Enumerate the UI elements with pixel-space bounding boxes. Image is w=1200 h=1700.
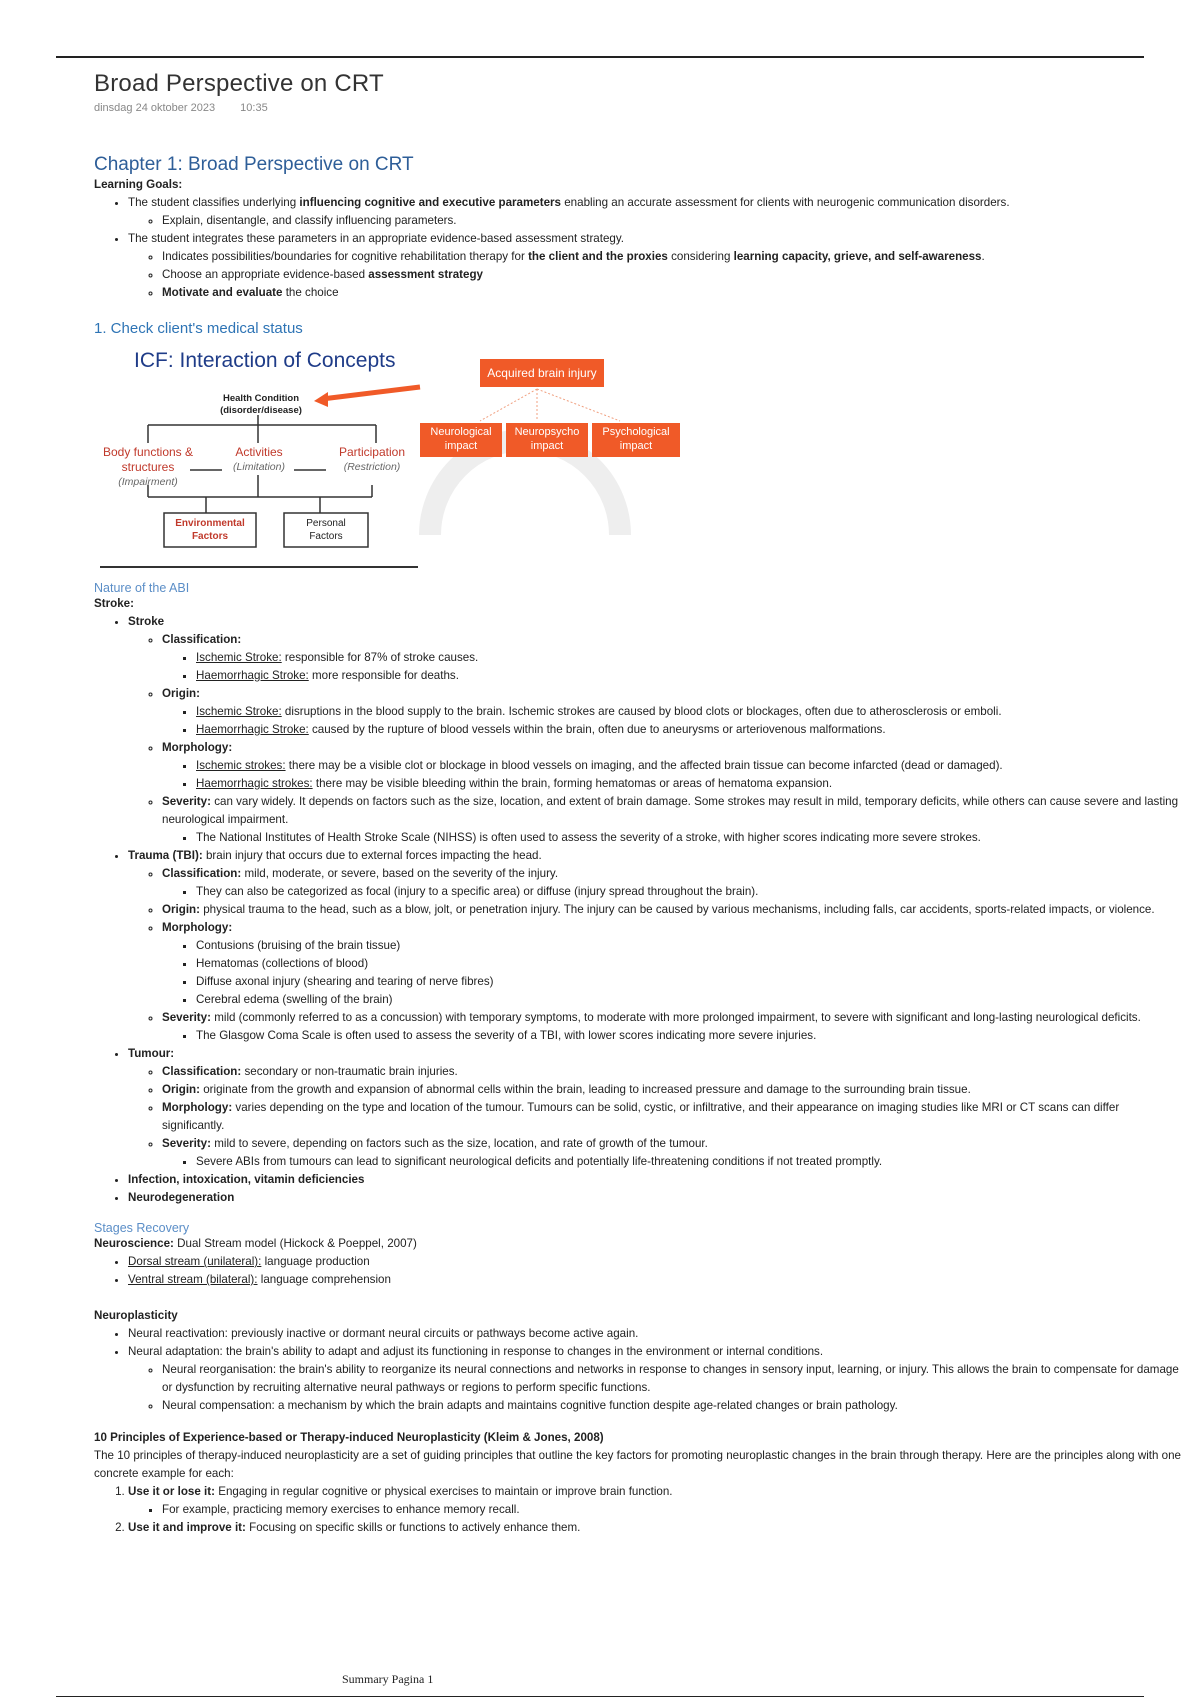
page-meta (94, 102, 1184, 114)
list-item: ◦ Classification: mild, moderate, or severe, based on the severity of the injury. ▪ They can also be categorized as focal (injury to a specific area) or diffuse (injury spread throughout the brain). (162, 865, 1184, 901)
neurological-impact-box: Neurological impact (420, 423, 502, 457)
top-rule (56, 56, 1144, 58)
stroke-label: Stroke: (94, 597, 134, 610)
psychological-impact-box: Psychological impact (592, 423, 680, 457)
list-item: • The student integrates these parameters in an appropriate evidence-based assessment strategy. ◦ Indicates possibilities/boundaries for cognitive rehabilitation therapy for the client and the proxies considering learning capacity, grieve, and self-awareness. ◦ Choose an appropriate evidence-based assessment strategy ◦ Motivate and evaluate the choice (128, 230, 1184, 302)
principles-list (94, 1483, 1184, 1537)
stages-title: Stages Recovery (94, 1221, 190, 1235)
participation: Participation (Restriction) (338, 445, 406, 473)
list-item: ▪ Ischemic Stroke: disruptions in the blood supply to the brain. Ischemic strokes are caused by blood clots or blockages, often due to atherosclerosis or emboli. (196, 703, 1184, 721)
list-item: 1. Use it or lose it: Engaging in regular cognitive or physical exercises to maintain or improve brain function. ▪ For example, practicing memory exercises to enhance memory recall. (128, 1483, 1184, 1519)
personal-factors: Personal Factors (306, 518, 346, 542)
bottom-rule (56, 1696, 1144, 1697)
list-item: ◦ Severity: mild to severe, depending on factors such as the size, location, and rate of growth of the tumour. ▪ Severe ABIs from tumours can lead to significant neurological deficits and potentially life-threatening conditions if not treated promptly. (162, 1135, 1184, 1171)
abi-box: Acquired brain injury (480, 359, 604, 387)
neuroscience-line: Neuroscience: Dual Stream model (Hickock & Poeppel, 2007) (94, 1237, 417, 1250)
page-date: dinsdag 24 oktober 2023 (94, 102, 216, 114)
list-item: ◦ Indicates possibilities/boundaries for cognitive rehabilitation therapy for the client and the proxies considering learning capacity, grieve, and self-awareness. (162, 248, 1184, 266)
list-item: ◦ Severity: can vary widely. It depends on factors such as the size, location, and extent of brain damage. Some strokes may result in mild, temporary deficits, while others can cause severe and lasting neurological impairment. ▪ The National Institutes of Health Stroke Scale (NIHSS) is often used to assess the severity of a stroke, with higher scores indicating more severe strokes. (162, 793, 1184, 847)
list-item: ◦ Choose an appropriate evidence-based assessment strategy (162, 266, 1184, 284)
list-item: ▪ For example, practicing memory exercises to enhance memory recall. (162, 1501, 1184, 1519)
list-item: • Infection, intoxication, vitamin deficiencies (128, 1171, 1184, 1189)
list-item: • Ventral stream (bilateral): language comprehension (128, 1271, 1184, 1289)
page-footer: Summary Pagina 1 (342, 1672, 434, 1686)
page-title: Broad Perspective on CRT (94, 70, 384, 97)
list-item: ▪ The National Institutes of Health Stroke Scale (NIHSS) is often used to assess the severity of a stroke, with higher scores indicating more severe strokes. (196, 829, 1184, 847)
environmental-factors: Environmental Factors (175, 518, 245, 542)
list-item: • Dorsal stream (unilateral): language production (128, 1253, 1184, 1271)
principles-intro: The 10 principles of therapy-induced neuroplasticity are a set of guiding principles that outline the key factors for promoting neuroplastic changes in the brain through therapy. Here are the principles along with one concrete example for each: (94, 1449, 1182, 1480)
nature-title: Nature of the ABI (94, 581, 190, 595)
list-item: ◦ Origin: originate from the growth and expansion of abnormal cells within the brain, leading to increased pressure and damage to the surrounding brain tissue. (162, 1081, 1184, 1099)
list-item: ▪ Contusions (bruising of the brain tissue) (196, 937, 1184, 955)
list-item: ◦ Explain, disentangle, and classify influencing parameters. (162, 212, 1184, 230)
neuroplasticity-list (94, 1325, 1184, 1415)
list-item: 2. Use it and improve it: Focusing on specific skills or functions to actively enhance them. (128, 1519, 1184, 1537)
list-item: ▪ Ischemic Stroke: responsible for 87% of stroke causes. (196, 649, 1184, 667)
body-functions: Body functions & structures (Impairment) (102, 445, 194, 488)
page-content (94, 70, 1184, 1537)
list-item: ▪ Haemorrhagic Stroke: caused by the rupture of blood vessels within the brain, often due to aneurysms or arteriovenous malformations. (196, 721, 1184, 739)
list-item: • Tumour: ◦ Classification: secondary or non-traumatic brain injuries. ◦ Origin: originate from the growth and expansion of abnormal cells within the brain, leading to increased pressure and damage to the surrounding brain tissue. ◦ Morphology: varies depending on the type and location of the tumour. Tumours can be solid, cystic, or infiltrative, and their appearance on imaging studies like MRI or CT scans can differ significantly. ◦ Severity: mild to severe, depending on factors such as the size, location, and rate of growth of the tumour. ▪ Severe ABIs from tumours can lead to significant neurological deficits and potentially life-threatening conditions if not treated promptly. (128, 1045, 1184, 1171)
list-item: ▪ Ischemic strokes: there may be a visible clot or blockage in blood vessels on imaging, and the affected brain tissue can become infarcted (dead or damaged). (196, 757, 1184, 775)
list-item: • Neurodegeneration (128, 1189, 1184, 1207)
list-item: ◦ Classification: secondary or non-traumatic brain injuries. (162, 1063, 1184, 1081)
neuroplasticity-title: Neuroplasticity (94, 1309, 178, 1322)
list-item: ◦ Neural compensation: a mechanism by which the brain adapts and maintains cognitive function despite age-related changes or brain pathology. (162, 1397, 1184, 1415)
list-item: ◦ Motivate and evaluate the choice (162, 284, 1184, 302)
learning-goals-label: Learning Goals: (94, 178, 183, 191)
list-item: ◦ Origin: ▪ Ischemic Stroke: disruptions in the blood supply to the brain. Ischemic strokes are caused by blood clots or blockages, often due to atherosclerosis or emboli. ▪ Haemorrhagic Stroke: caused by the rupture of blood vessels within the brain, often due to aneurysms or arteriovenous malformations. (162, 685, 1184, 739)
list-item: • Neural adaptation: the brain's ability to adapt and adjust its functioning in response to changes in the environment or internal conditions. ◦ Neural reorganisation: the brain's ability to reorganize its neural connections and networks in response to changes in sensory input, learning, or injury. This allows the brain to compensate for damage or dysfunction by recruiting alternative neural pathways or regions to perform specific functions. ◦ Neural compensation: a mechanism by which the brain adapts and maintains cognitive function despite age-related changes or brain pathology. (128, 1343, 1184, 1415)
list-item: ▪ The Glasgow Coma Scale is often used to assess the severity of a TBI, with lower scores indicating more severe injuries. (196, 1027, 1184, 1045)
list-item: ▪ Severe ABIs from tumours can lead to significant neurological deficits and potentially life-threatening conditions if not treated promptly. (196, 1153, 1184, 1171)
list-item: ◦ Morphology: varies depending on the type and location of the tumour. Tumours can be solid, cystic, or infiltrative, and their appearance on imaging studies like MRI or CT scans can differ significantly. (162, 1099, 1184, 1135)
chapter-title: Chapter 1: Broad Perspective on CRT (94, 154, 414, 175)
learning-goals-list (94, 194, 1184, 302)
list-item: ◦ Neural reorganisation: the brain's ability to reorganize its neural connections and networks in response to changes in sensory input, learning, or injury. This allows the brain to compensate for damage or dysfunction by recruiting alternative neural pathways or regions to perform specific functions. (162, 1361, 1184, 1397)
list-item: ▪ Hematomas (collections of blood) (196, 955, 1184, 973)
activities: Activities (Limitation) (233, 445, 285, 473)
list-item: • Stroke ◦ Classification: ▪ Ischemic Stroke: responsible for 87% of stroke causes. ▪ Haemorrhagic Stroke: more responsible for deaths. ◦ Origin: ▪ Ischemic Stroke: disruptions in the blood supply to the brain. Ischemic strokes are caused by blood clots or blockages, often due to atherosclerosis or emboli. ▪ Haemorrhagic Stroke: caused by the rupture of blood vessels within the brain, often due to aneurysms or arteriovenous malformations. ◦ Morphology: ▪ Ischemic strokes: there may be a visible clot or blockage in blood vessels on imaging, and the affected brain tissue can become infarcted (dead or damaged). ▪ Haemorrhagic strokes: there may be visible bleeding within the brain, forming hematomas or areas of hematoma expansion. ◦ Severity: can vary widely. It depends on factors such as the size, location, and extent of brain damage. Some strokes may result in mild, temporary deficits, while others can cause severe and lasting neurological impairment. ▪ The National Institutes of Health Stroke Scale (NIHSS) is often used to assess the severity of a stroke, with higher scores indicating more severe strokes. (128, 613, 1184, 847)
list-item: ▪ Haemorrhagic Stroke: more responsible for deaths. (196, 667, 1184, 685)
list-item: ▪ They can also be categorized as focal (injury to a specific area) or diffuse (injury spread throughout the brain). (196, 883, 1184, 901)
neuropsycho-impact-box: Neuropsycho impact (506, 423, 588, 457)
list-item: • Trauma (TBI): brain injury that occurs due to external forces impacting the head. ◦ Classification: mild, moderate, or severe, based on the severity of the injury. ▪ They can also be categorized as focal (injury to a specific area) or diffuse (injury spread throughout the brain). ◦ Origin: physical trauma to the head, such as a blow, jolt, or penetration injury. The injury can be caused by various mechanisms, including falls, car accidents, sports-related impacts, or violence. ◦ Morphology: ▪ Contusions (bruising of the brain tissue) ▪ Hematomas (collections of blood) ▪ Diffuse axonal injury (shearing and tearing of nerve fibres) ▪ Cerebral edema (swelling of the brain) ◦ Severity: mild (commonly referred to as a concussion) with temporary symptoms, to moderate with more prolonged impairment, to severe with significant and long-lasting neurological deficits. ▪ The Glasgow Coma Scale is often used to assess the severity of a TBI, with lower scores indicating more severe injuries. (128, 847, 1184, 1045)
page-time: 10:35 (240, 102, 268, 114)
list-item: ◦ Origin: physical trauma to the head, such as a blow, jolt, or penetration injury. The injury can be caused by various mechanisms, including falls, car accidents, sports-related impacts, or violence. (162, 901, 1184, 919)
health-condition: Health Condition (disorder/disease) (220, 393, 302, 416)
list-item: ▪ Cerebral edema (swelling of the brain) (196, 991, 1184, 1009)
abi-types-list (94, 613, 1184, 1207)
list-item: • Neural reactivation: previously inactive or dormant neural circuits or pathways become active again. (128, 1325, 1184, 1343)
principles-title: 10 Principles of Experience-based or Therapy-induced Neuroplasticity (Kleim & Jones, 2008) (94, 1431, 604, 1444)
section-1-title: 1. Check client's medical status (94, 320, 303, 337)
list-item: ◦ Morphology: ▪ Contusions (bruising of the brain tissue) ▪ Hematomas (collections of blood) ▪ Diffuse axonal injury (shearing and tearing of nerve fibres) ▪ Cerebral edema (swelling of the brain) (162, 919, 1184, 1009)
list-item: ◦ Severity: mild (commonly referred to as a concussion) with temporary symptoms, to moderate with more prolonged impairment, to severe with significant and long-lasting neurological deficits. ▪ The Glasgow Coma Scale is often used to assess the severity of a TBI, with lower scores indicating more severe injuries. (162, 1009, 1184, 1045)
list-item: • The student classifies underlying influencing cognitive and executive parameters enabling an accurate assessment for clients with neurogenic communication disorders. ◦ Explain, disentangle, and classify influencing parameters. (128, 194, 1184, 230)
list-item: ▪ Haemorrhagic strokes: there may be visible bleeding within the brain, forming hematomas or areas of hematoma expansion. (196, 775, 1184, 793)
list-item: ◦ Classification: ▪ Ischemic Stroke: responsible for 87% of stroke causes. ▪ Haemorrhagic Stroke: more responsible for deaths. (162, 631, 1184, 685)
icf-title: ICF: Interaction of Concepts (134, 349, 396, 372)
icf-diagram (100, 345, 720, 575)
list-item: ◦ Morphology: ▪ Ischemic strokes: there may be a visible clot or blockage in blood vessels on imaging, and the affected brain tissue can become infarcted (dead or damaged). ▪ Haemorrhagic strokes: there may be visible bleeding within the brain, forming hematomas or areas of hematoma expansion. (162, 739, 1184, 793)
dual-stream-list (94, 1253, 1184, 1289)
list-item: ▪ Diffuse axonal injury (shearing and tearing of nerve fibres) (196, 973, 1184, 991)
